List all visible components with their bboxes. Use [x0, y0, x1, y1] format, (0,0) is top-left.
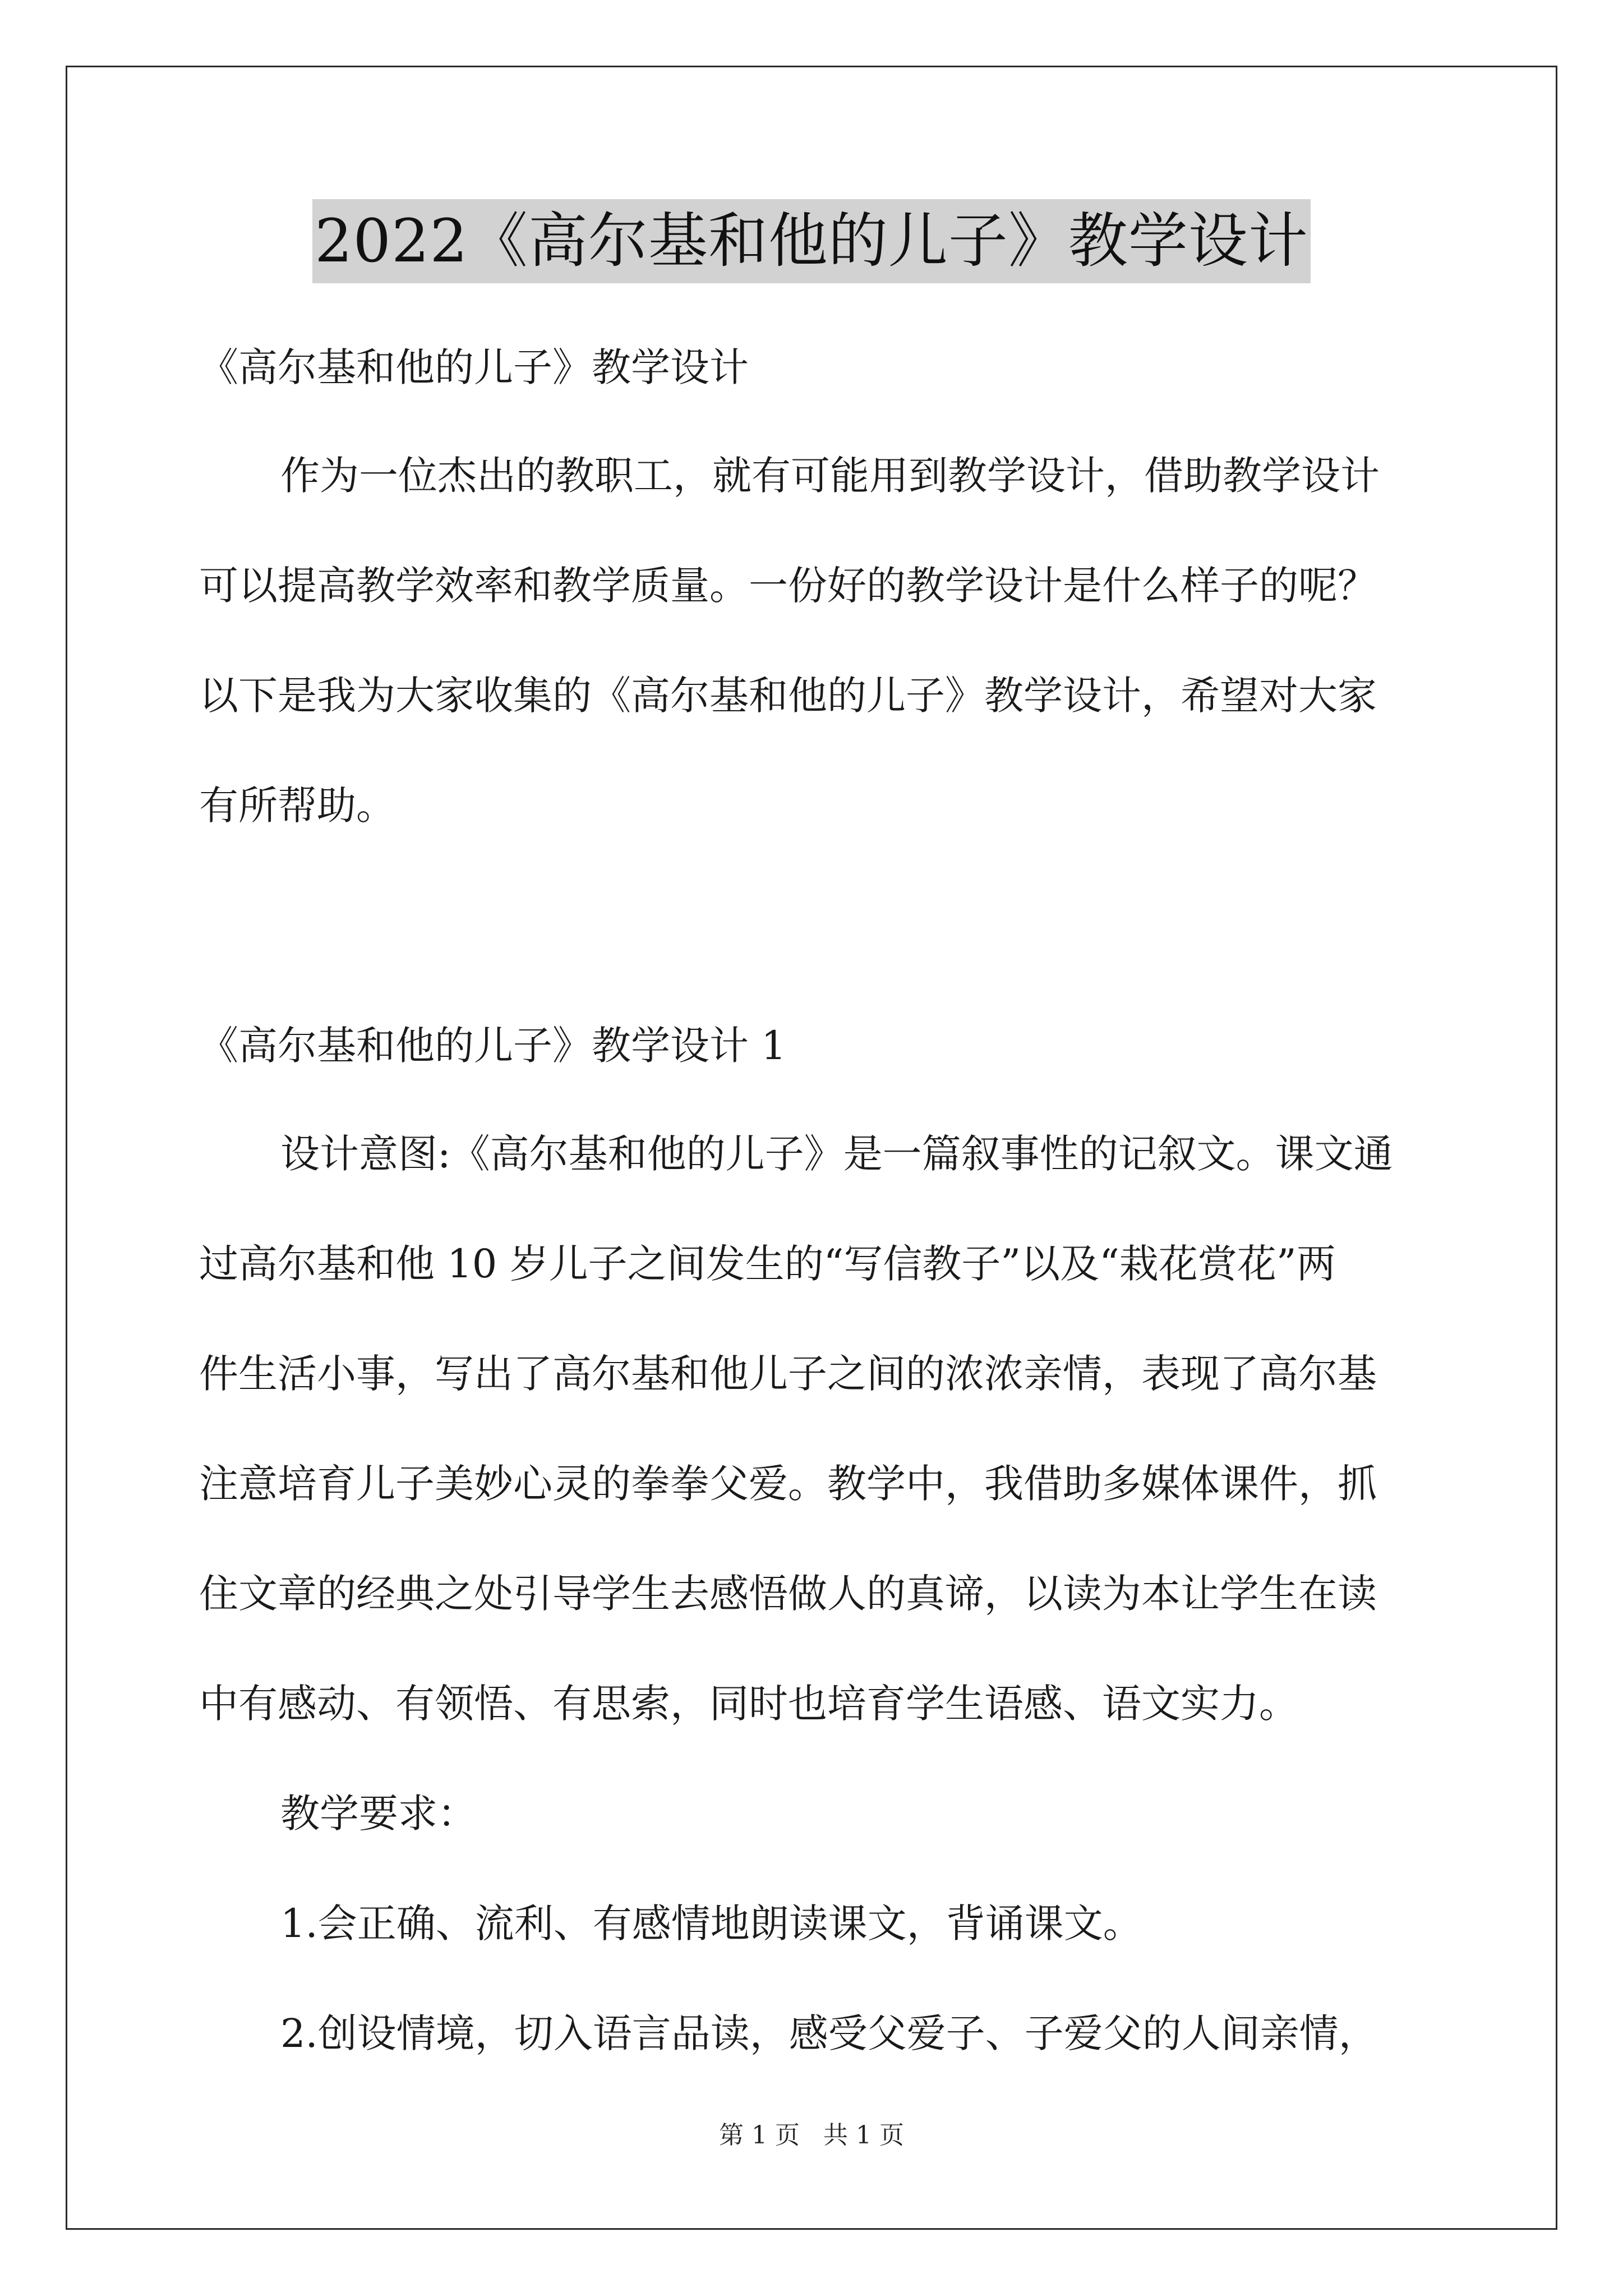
paragraph-line: 中有感动、有领悟、有思索，同时也培育学生语感、语文实力。 — [199, 1681, 1298, 1727]
section-spacer — [199, 861, 1433, 992]
paragraph-line: 有所帮助。 — [199, 783, 395, 829]
page-footer — [0, 2115, 1623, 2151]
title-container — [0, 199, 1623, 283]
paragraph-line: 设计意图:《高尔基和他的儿子》是一篇叙事性的记叙文。课文通 — [280, 1131, 1393, 1177]
paragraph-line: 件生活小事，写出了高尔基和他儿子之间的浓浓亲情，表现了高尔基 — [199, 1351, 1377, 1397]
paragraph-line: 作为一位杰出的教职工，就有可能用到教学设计，借助教学设计 — [280, 453, 1380, 499]
requirement-item: 2.创设情境，切入语言品读，感受父爱子、子爱父的人间亲情， — [280, 2010, 1378, 2056]
section-heading: 《高尔基和他的儿子》教学设计 1 — [199, 1023, 786, 1069]
page-total: 共 1 页 — [823, 2121, 904, 2150]
paragraph-line: 注意培育儿子美妙心灵的拳拳父爱。教学中，我借助多媒体课件，抓 — [199, 1461, 1377, 1507]
requirement-item: 1.会正确、流利、有感情地朗读课文，背诵课文。 — [280, 1901, 1142, 1947]
design-intent-paragraph — [199, 1099, 1433, 1759]
requirements-label: 教学要求： — [280, 1791, 477, 1837]
section-heading: 《高尔基和他的儿子》教学设计 — [199, 344, 749, 390]
requirements-block — [199, 1759, 1433, 2088]
paragraph-line: 过高尔基和他 10 岁儿子之间发生的“写信教子”以及“栽花赏花”两 — [199, 1241, 1336, 1287]
paragraph-line: 住文章的经典之处引导学生去感悟做人的真谛，以读为本让学生在读 — [199, 1571, 1377, 1617]
paragraph-line: 可以提高教学效率和教学质量。一份好的教学设计是什么样子的呢？ — [199, 563, 1377, 609]
intro-paragraph — [199, 421, 1433, 861]
document-title: 2022《高尔基和他的儿子》教学设计 — [312, 199, 1311, 283]
page-number: 第 1 页 — [719, 2121, 800, 2150]
document-body — [199, 314, 1433, 2088]
paragraph-line: 以下是我为大家收集的《高尔基和他的儿子》教学设计，希望对大家 — [199, 673, 1377, 719]
